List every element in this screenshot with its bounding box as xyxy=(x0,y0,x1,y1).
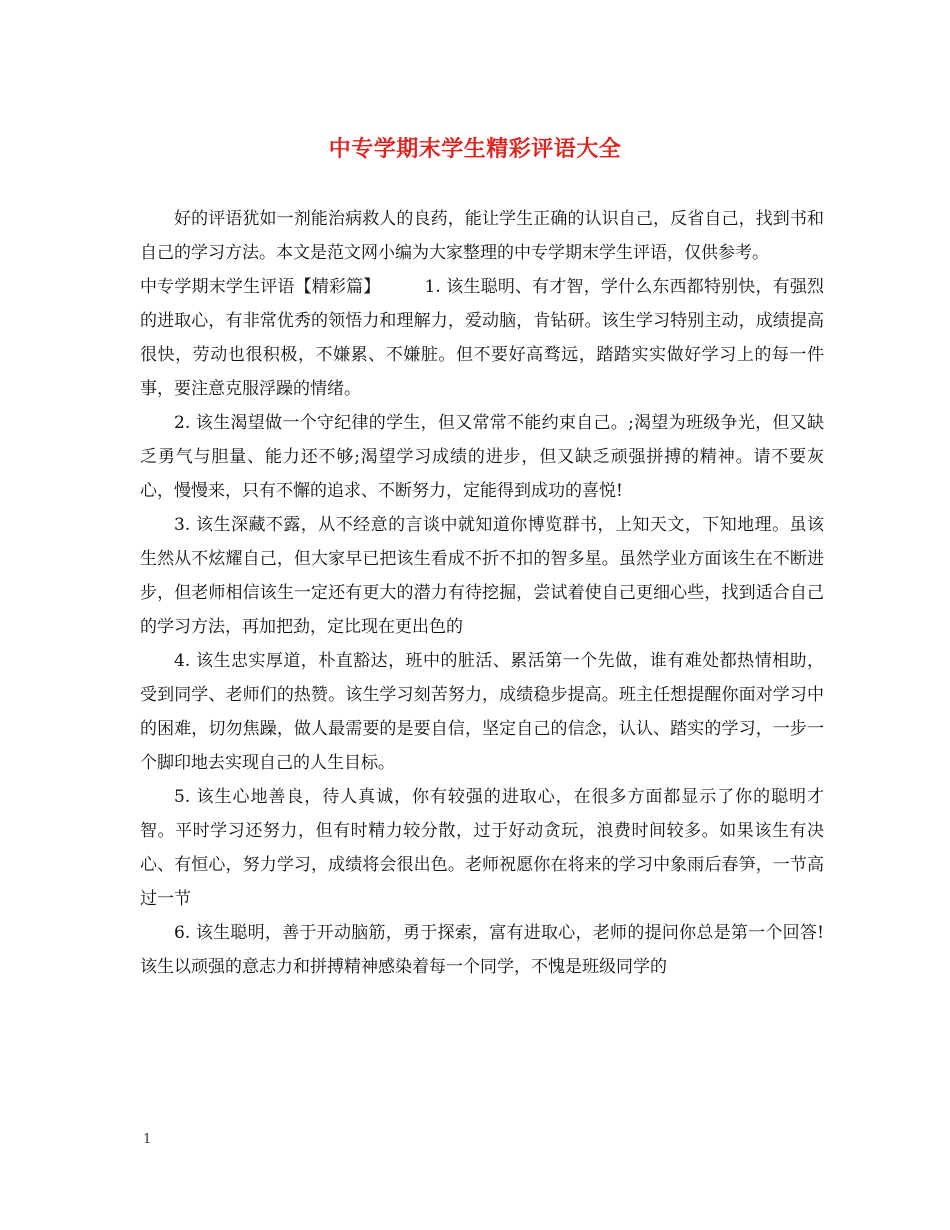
comment-item-5: 5. 该生心地善良，待人真诚，你有较强的进取心，在很多方面都显示了你的聪明才智。平时学习还努力，但有时精力较分散，过于好动贪玩，浪费时间较多。如果该生有决心、有恒心，努力学习，成绩将会很出色。老师祝愿你在将来的学习中象雨后春笋，一节高过一节 xyxy=(140,787,824,909)
comment-item-3: 3. 该生深藏不露，从不经意的言谈中就知道你博览群书，上知天文，下知地理。虽该生然从不炫耀自己，但大家早已把该生看成不折不扣的智多星。虽然学业方面该生在不断进步，但老师相信该生一定还有更大的潜力有待挖掘，尝试着使自己更细心些，找到适合自己的学习方法，再加把劲，定比现在更出色的 xyxy=(140,515,824,637)
page-number: 1 xyxy=(143,1132,152,1147)
comment-item-2: 2. 该生渴望做一个守纪律的学生，但又常常不能约束自己。;渴望为班级争光，但又缺乏勇气与胆量、能力还不够;渴望学习成绩的进步，但又缺乏顽强拼搏的精神。请不要灰心，慢慢来，只有不懈的追求、不断努力，定能得到成功的喜悦! xyxy=(140,413,824,501)
comment-item-4: 4. 该生忠实厚道，朴直豁达，班中的脏活、累活第一个先做，谁有难处都热情相助， 受到同学、老师们的热赞。该生学习刻苦努力，成绩稳步提高。班主任想提醒你面对学习中的困难，切勿焦躁，做人最需要的是要自信，坚定自己的信念，认认、踏实的学习，一步一个脚印地去实现自己的人生目标。 xyxy=(140,651,824,773)
section-paragraph xyxy=(140,270,824,406)
comment-item-1: 1. 该生聪明、有才智，学什么东西都特别快，有强烈的进取心，有非常优秀的领悟力和理解力，爱动脑，肯钻研。该生学习特别主动，成绩提高很快，劳动也很积极，不嫌累、不嫌脏。但不要好高骛远，踏踏实实做好学习上的每一件事，要注意克服浮躁的情绪。 xyxy=(140,277,825,399)
document-body xyxy=(140,202,824,984)
document-title: 中专学期末学生精彩评语大全 xyxy=(328,136,622,162)
section-heading: 中专学期末学生评语【精彩篇】 xyxy=(140,277,381,297)
intro-paragraph: 好的评语犹如一剂能治病救人的良药，能让学生正确的认识自己，反省自己，找到书和自己的学习方法。本文是范文网小编为大家整理的中专学期末学生评语，仅供参考。 xyxy=(140,209,824,263)
comment-item-6: 6. 该生聪明，善于开动脑筋，勇于探索，富有进取心，老师的提问你总是第一个回答!该生以顽强的意志力和拼搏精神感染着每一个同学，不愧是班级同学的 xyxy=(140,923,824,977)
